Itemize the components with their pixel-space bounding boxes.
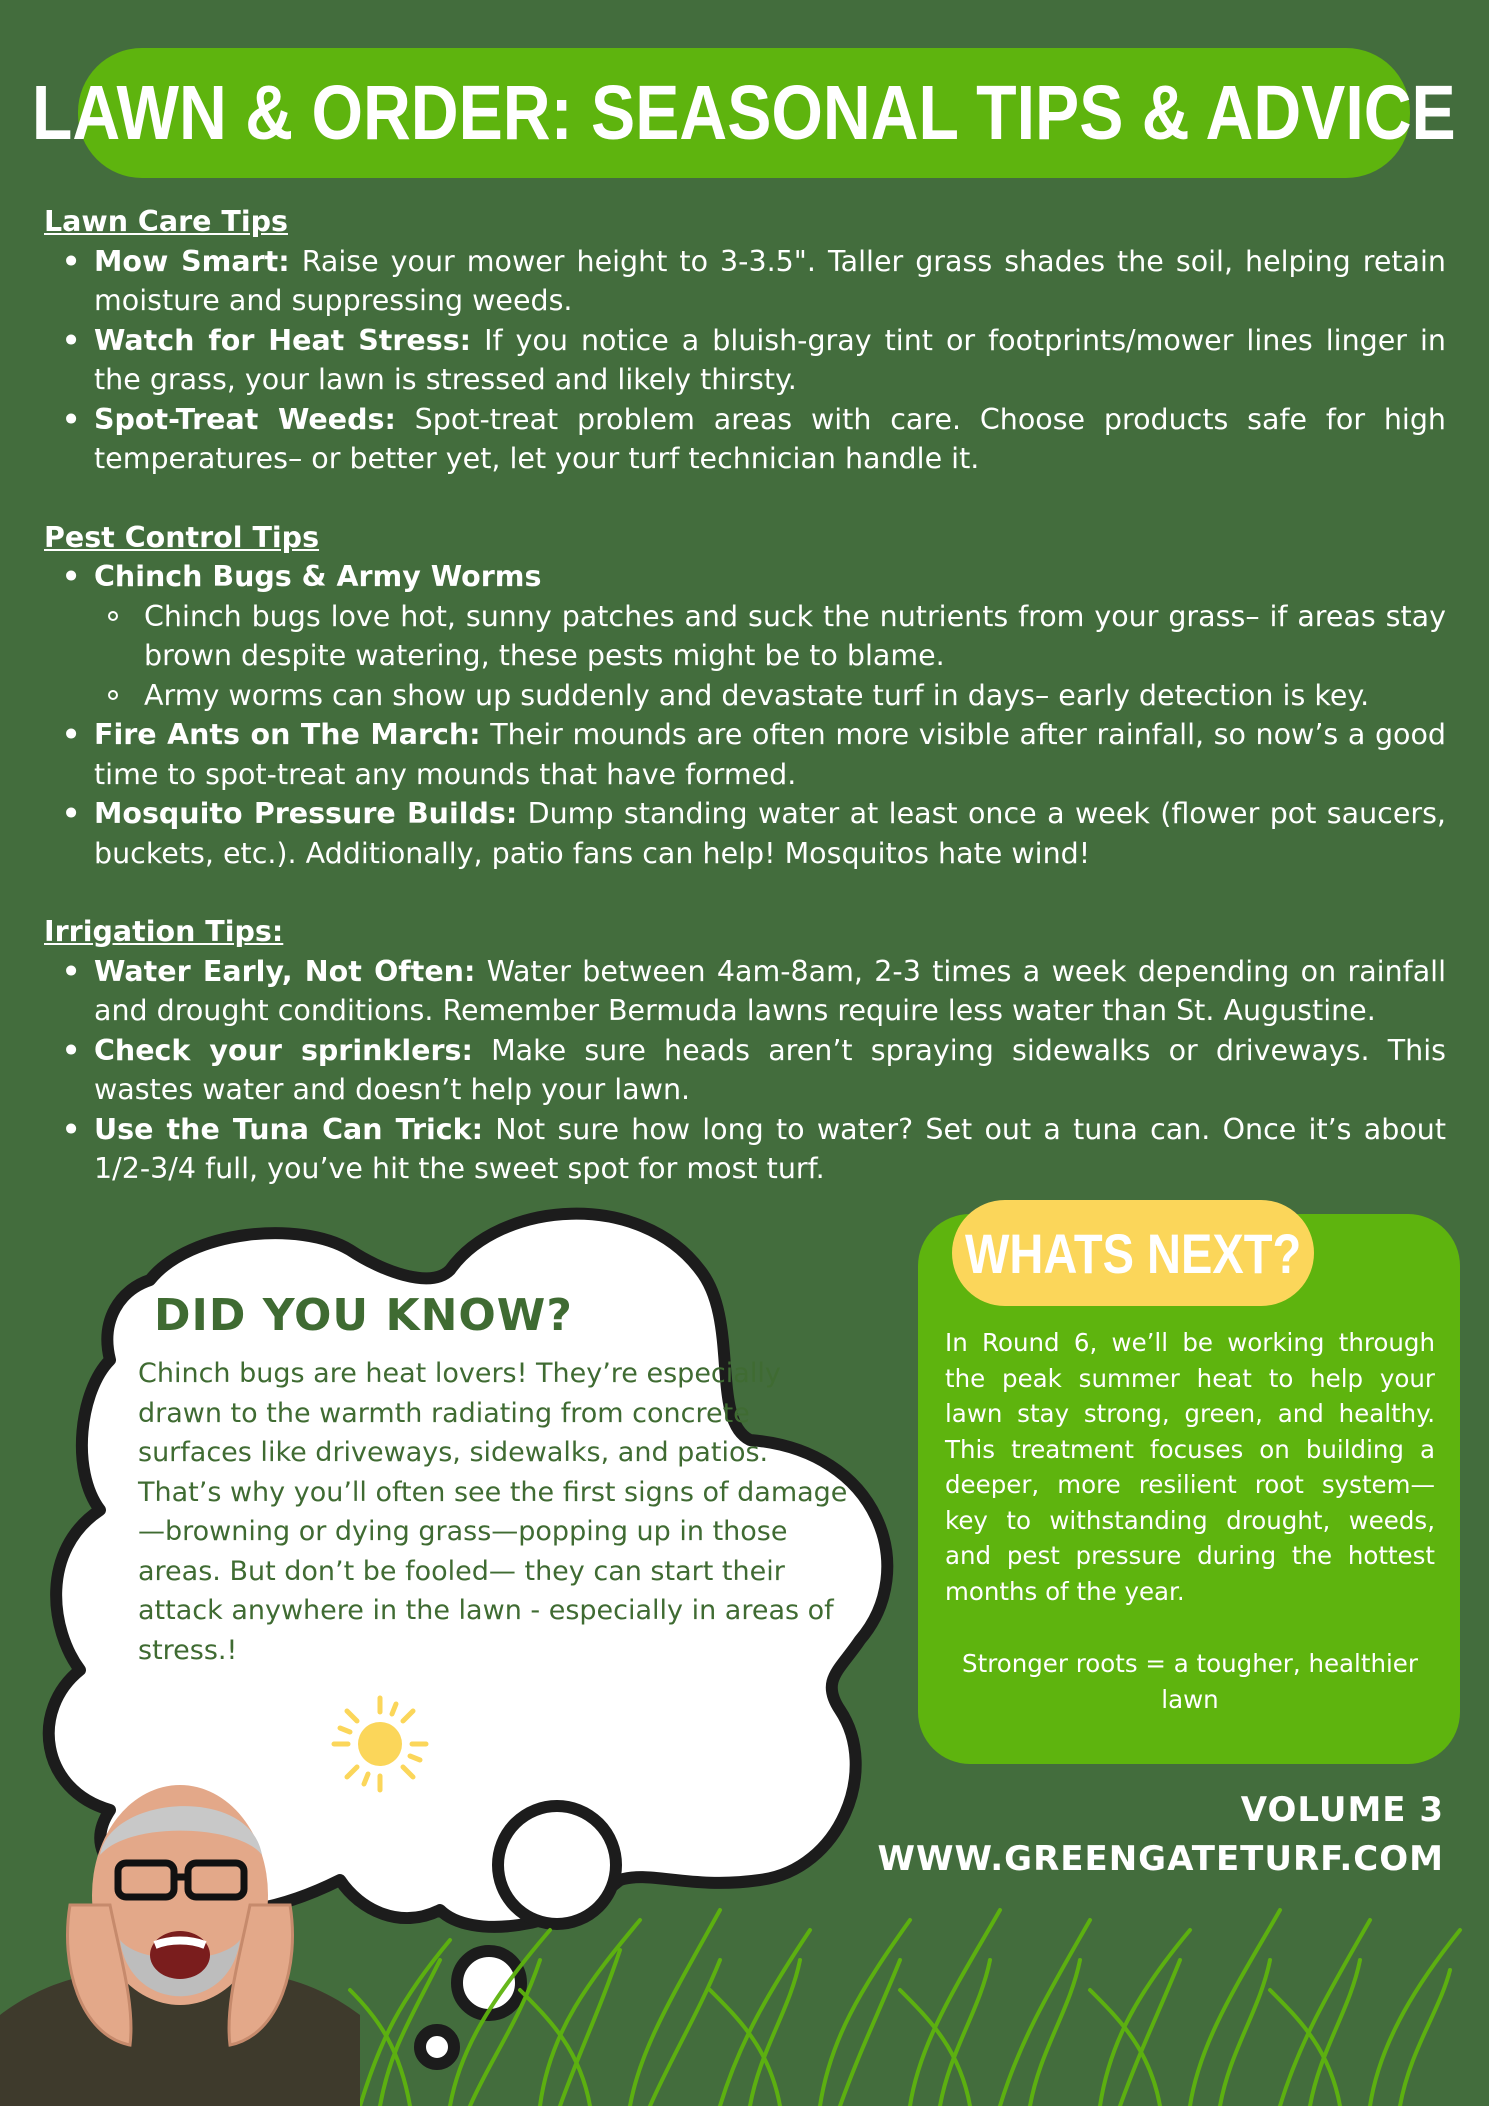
did-you-know-title: DID YOU KNOW? — [154, 1290, 573, 1341]
volume-label: VOLUME 3 — [1240, 1790, 1444, 1830]
item-lead: Chinch Bugs & Army Worms — [94, 560, 542, 593]
item-text: Not sure how long to water? Set out a tuna can. Once it’s about 1/2-3/4 full, you’ve hit the sweet spot for most turf. — [94, 1112, 1446, 1185]
grass-decoration — [340, 1900, 1489, 2106]
item-text: Make sure heads aren’t spraying sidewalks or driveways. This wastes water and doesn’t help your lawn. — [94, 1033, 1446, 1106]
list-item — [94, 242, 1446, 321]
list-item — [94, 715, 1446, 794]
item-lead: Use the Tuna Can Trick: — [94, 1112, 484, 1146]
title-banner — [32, 48, 1456, 178]
whats-next-body: In Round 6, we’ll be working through the peak summer heat to help your lawn stay strong, green, and healthy. This treatment focuses on building a deeper, more resilient root system—key to withstanding drought, weeds, and pest pressure during the hottest months of the year. — [945, 1328, 1435, 1606]
page-title: LAWN & ORDER: SEASONAL TIPS & ADVICE — [32, 69, 1456, 156]
lawn-care-section — [44, 202, 1446, 479]
list-item — [94, 794, 1446, 873]
irrigation-section — [44, 912, 1446, 1189]
item-lead: Fire Ants on The March: — [94, 718, 481, 751]
lawn-care-heading: Lawn Care Tips — [44, 205, 288, 238]
whats-next-title: WHATS NEXT? — [964, 1221, 1302, 1285]
sub-list — [94, 597, 1446, 716]
item-lead: Mow Smart: — [94, 244, 290, 278]
item-text: Raise your mower height to 3-3.5". Taller grass shades the soil, helping retain moisture and suppressing weeds. — [94, 244, 1446, 317]
item-text: Dump standing water at least once a week (flower pot saucers, buckets, etc.). Additionally, patio fans can help! Mosquitos hate wind! — [94, 797, 1446, 870]
pest-control-section — [44, 518, 1446, 874]
lawn-care-list — [44, 242, 1446, 479]
did-you-know-body: Chinch bugs are heat lovers! They’re especially drawn to the warmth radiating from concrete surfaces like driveways, sidewalks, and patios. That’s why you’ll often see the first signs of damage—browning or dying grass—popping up in those areas. But don’t be fooled— they can start their attack anywhere in the lawn - especially in areas of stress.! — [138, 1358, 848, 1666]
item-lead: Spot-Treat Weeds: — [94, 402, 396, 436]
tips-content — [44, 202, 1446, 1228]
list-item — [94, 557, 1446, 715]
pest-control-list — [44, 557, 1446, 873]
item-lead: Check your sprinklers: — [94, 1033, 473, 1067]
whats-next-footer: Stronger roots = a tougher, healthier lawn — [962, 1649, 1418, 1714]
website-url: WWW.GREENGATETURF.COM — [877, 1839, 1444, 1879]
list-item — [94, 952, 1446, 1031]
item-text: Spot-treat problem areas with care. Choose products safe for high temperatures– or better yet, let your turf technician handle it. — [94, 402, 1446, 475]
item-text: Their mounds are often more visible after rainfall, so now’s a good time to spot-treat any mounds that have formed. — [94, 718, 1447, 791]
item-lead: Watch for Heat Stress: — [94, 323, 472, 357]
irrigation-list — [44, 952, 1446, 1189]
sub-list-item: Chinch bugs love hot, sunny patches and suck the nutrients from your grass– if areas stay brown despite watering, these pests might be to blame. — [144, 597, 1446, 676]
person-photo — [0, 1765, 360, 2106]
pest-control-heading: Pest Control Tips — [44, 520, 320, 554]
list-item — [94, 321, 1446, 400]
item-text: Water between 4am-8am, 2-3 times a week depending on rainfall and drought conditions. Remember Bermuda lawns require less water than St. Augustine. — [94, 954, 1446, 1027]
irrigation-heading: Irrigation Tips: — [44, 915, 284, 948]
list-item — [94, 400, 1446, 479]
item-lead: Water Early, Not Often: — [94, 954, 476, 988]
list-item — [94, 1110, 1446, 1189]
item-lead: Mosquito Pressure Builds: — [94, 797, 518, 830]
whats-next-pill — [952, 1200, 1314, 1306]
sub-list-item: Army worms can show up suddenly and devastate turf in days– early detection is key. — [144, 676, 1446, 716]
item-text: If you notice a bluish-gray tint or footprints/mower lines linger in the grass, your lawn is stressed and likely thirsty. — [94, 323, 1446, 396]
list-item — [94, 1031, 1446, 1110]
